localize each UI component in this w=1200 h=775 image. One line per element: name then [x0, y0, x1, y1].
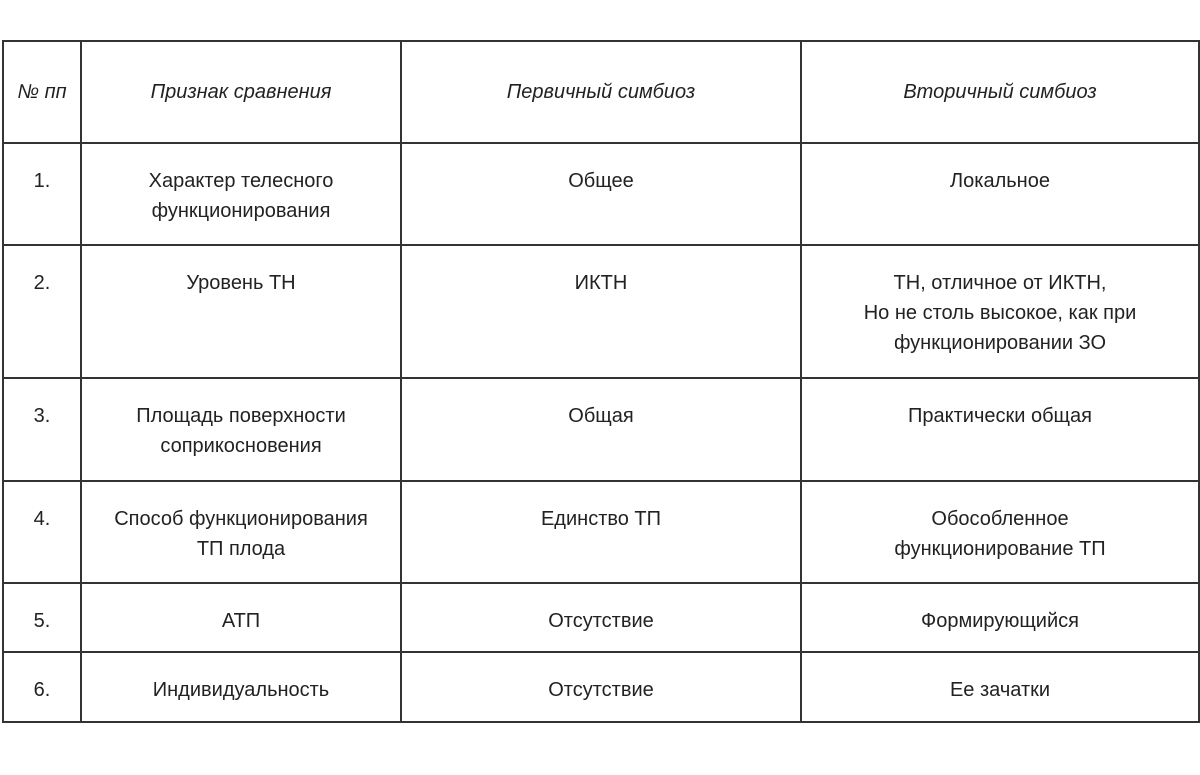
feature-cell-line: соприкосновения: [160, 435, 322, 457]
table-row: [3, 245, 1199, 378]
primary-cell: [401, 583, 801, 652]
secondary-cell-line: функционировании ЗО: [893, 332, 1107, 354]
secondary-cell-line: Ее зачатки: [949, 679, 1051, 701]
primary-cell-line: Общая: [568, 405, 634, 427]
table-row: [3, 143, 1199, 245]
primary-cell-line: Общее: [568, 170, 634, 192]
secondary-cell-line: Формирующийся: [921, 610, 1079, 632]
secondary-cell-line: Практически общая: [908, 405, 1092, 427]
secondary-cell-line: функционирование ТП: [894, 538, 1106, 560]
secondary-cell: [801, 143, 1199, 245]
row-number: 1.: [3, 143, 81, 245]
table-row: [3, 652, 1199, 722]
primary-cell-line: Отсутствие: [548, 679, 654, 701]
table-row: [3, 481, 1199, 583]
secondary-cell-line: ТН, отличное от ИКТН,: [893, 272, 1107, 294]
secondary-cell: [801, 481, 1199, 583]
primary-cell-line: Отсутствие: [548, 610, 654, 632]
secondary-cell: [801, 652, 1199, 722]
secondary-cell-line: Обособленное: [931, 508, 1069, 530]
secondary-cell-line: Локальное: [950, 170, 1050, 192]
primary-cell: [401, 245, 801, 378]
header-secondary: Вторичный симбиоз: [801, 41, 1199, 143]
feature-cell: [81, 652, 401, 722]
feature-cell-line: ТП плода: [196, 538, 286, 560]
row-number: 4.: [3, 481, 81, 583]
primary-cell-line: ИКТН: [574, 272, 628, 294]
primary-cell: [401, 652, 801, 722]
feature-cell: [81, 481, 401, 583]
feature-cell-line: АТП: [221, 610, 261, 632]
comparison-table: [2, 40, 1200, 723]
primary-cell: [401, 481, 801, 583]
secondary-cell-line: Но не столь высокое, как при: [863, 302, 1137, 324]
feature-cell: [81, 143, 401, 245]
feature-cell-line: Характер телесного: [148, 170, 334, 192]
feature-cell-line: функционирования: [151, 200, 331, 222]
row-number: 2.: [3, 245, 81, 378]
secondary-cell: [801, 378, 1199, 481]
row-number: 6.: [3, 652, 81, 722]
feature-cell: [81, 583, 401, 652]
header-number: № пп: [3, 41, 81, 143]
header-row: [3, 41, 1199, 143]
primary-cell: [401, 143, 801, 245]
primary-cell: [401, 378, 801, 481]
secondary-cell: [801, 583, 1199, 652]
primary-cell-line: Единство ТП: [540, 508, 662, 530]
table-row: [3, 378, 1199, 481]
header-feature: Признак сравнения: [81, 41, 401, 143]
row-number: 5.: [3, 583, 81, 652]
header-primary: Первичный симбиоз: [401, 41, 801, 143]
row-number: 3.: [3, 378, 81, 481]
feature-cell-line: Индивидуальность: [152, 679, 330, 701]
table-row: [3, 583, 1199, 652]
secondary-cell: [801, 245, 1199, 378]
feature-cell-line: Способ функционирования: [114, 508, 368, 530]
feature-cell: [81, 245, 401, 378]
feature-cell: [81, 378, 401, 481]
feature-cell-line: Уровень ТН: [186, 272, 296, 294]
feature-cell-line: Площадь поверхности: [136, 405, 346, 427]
